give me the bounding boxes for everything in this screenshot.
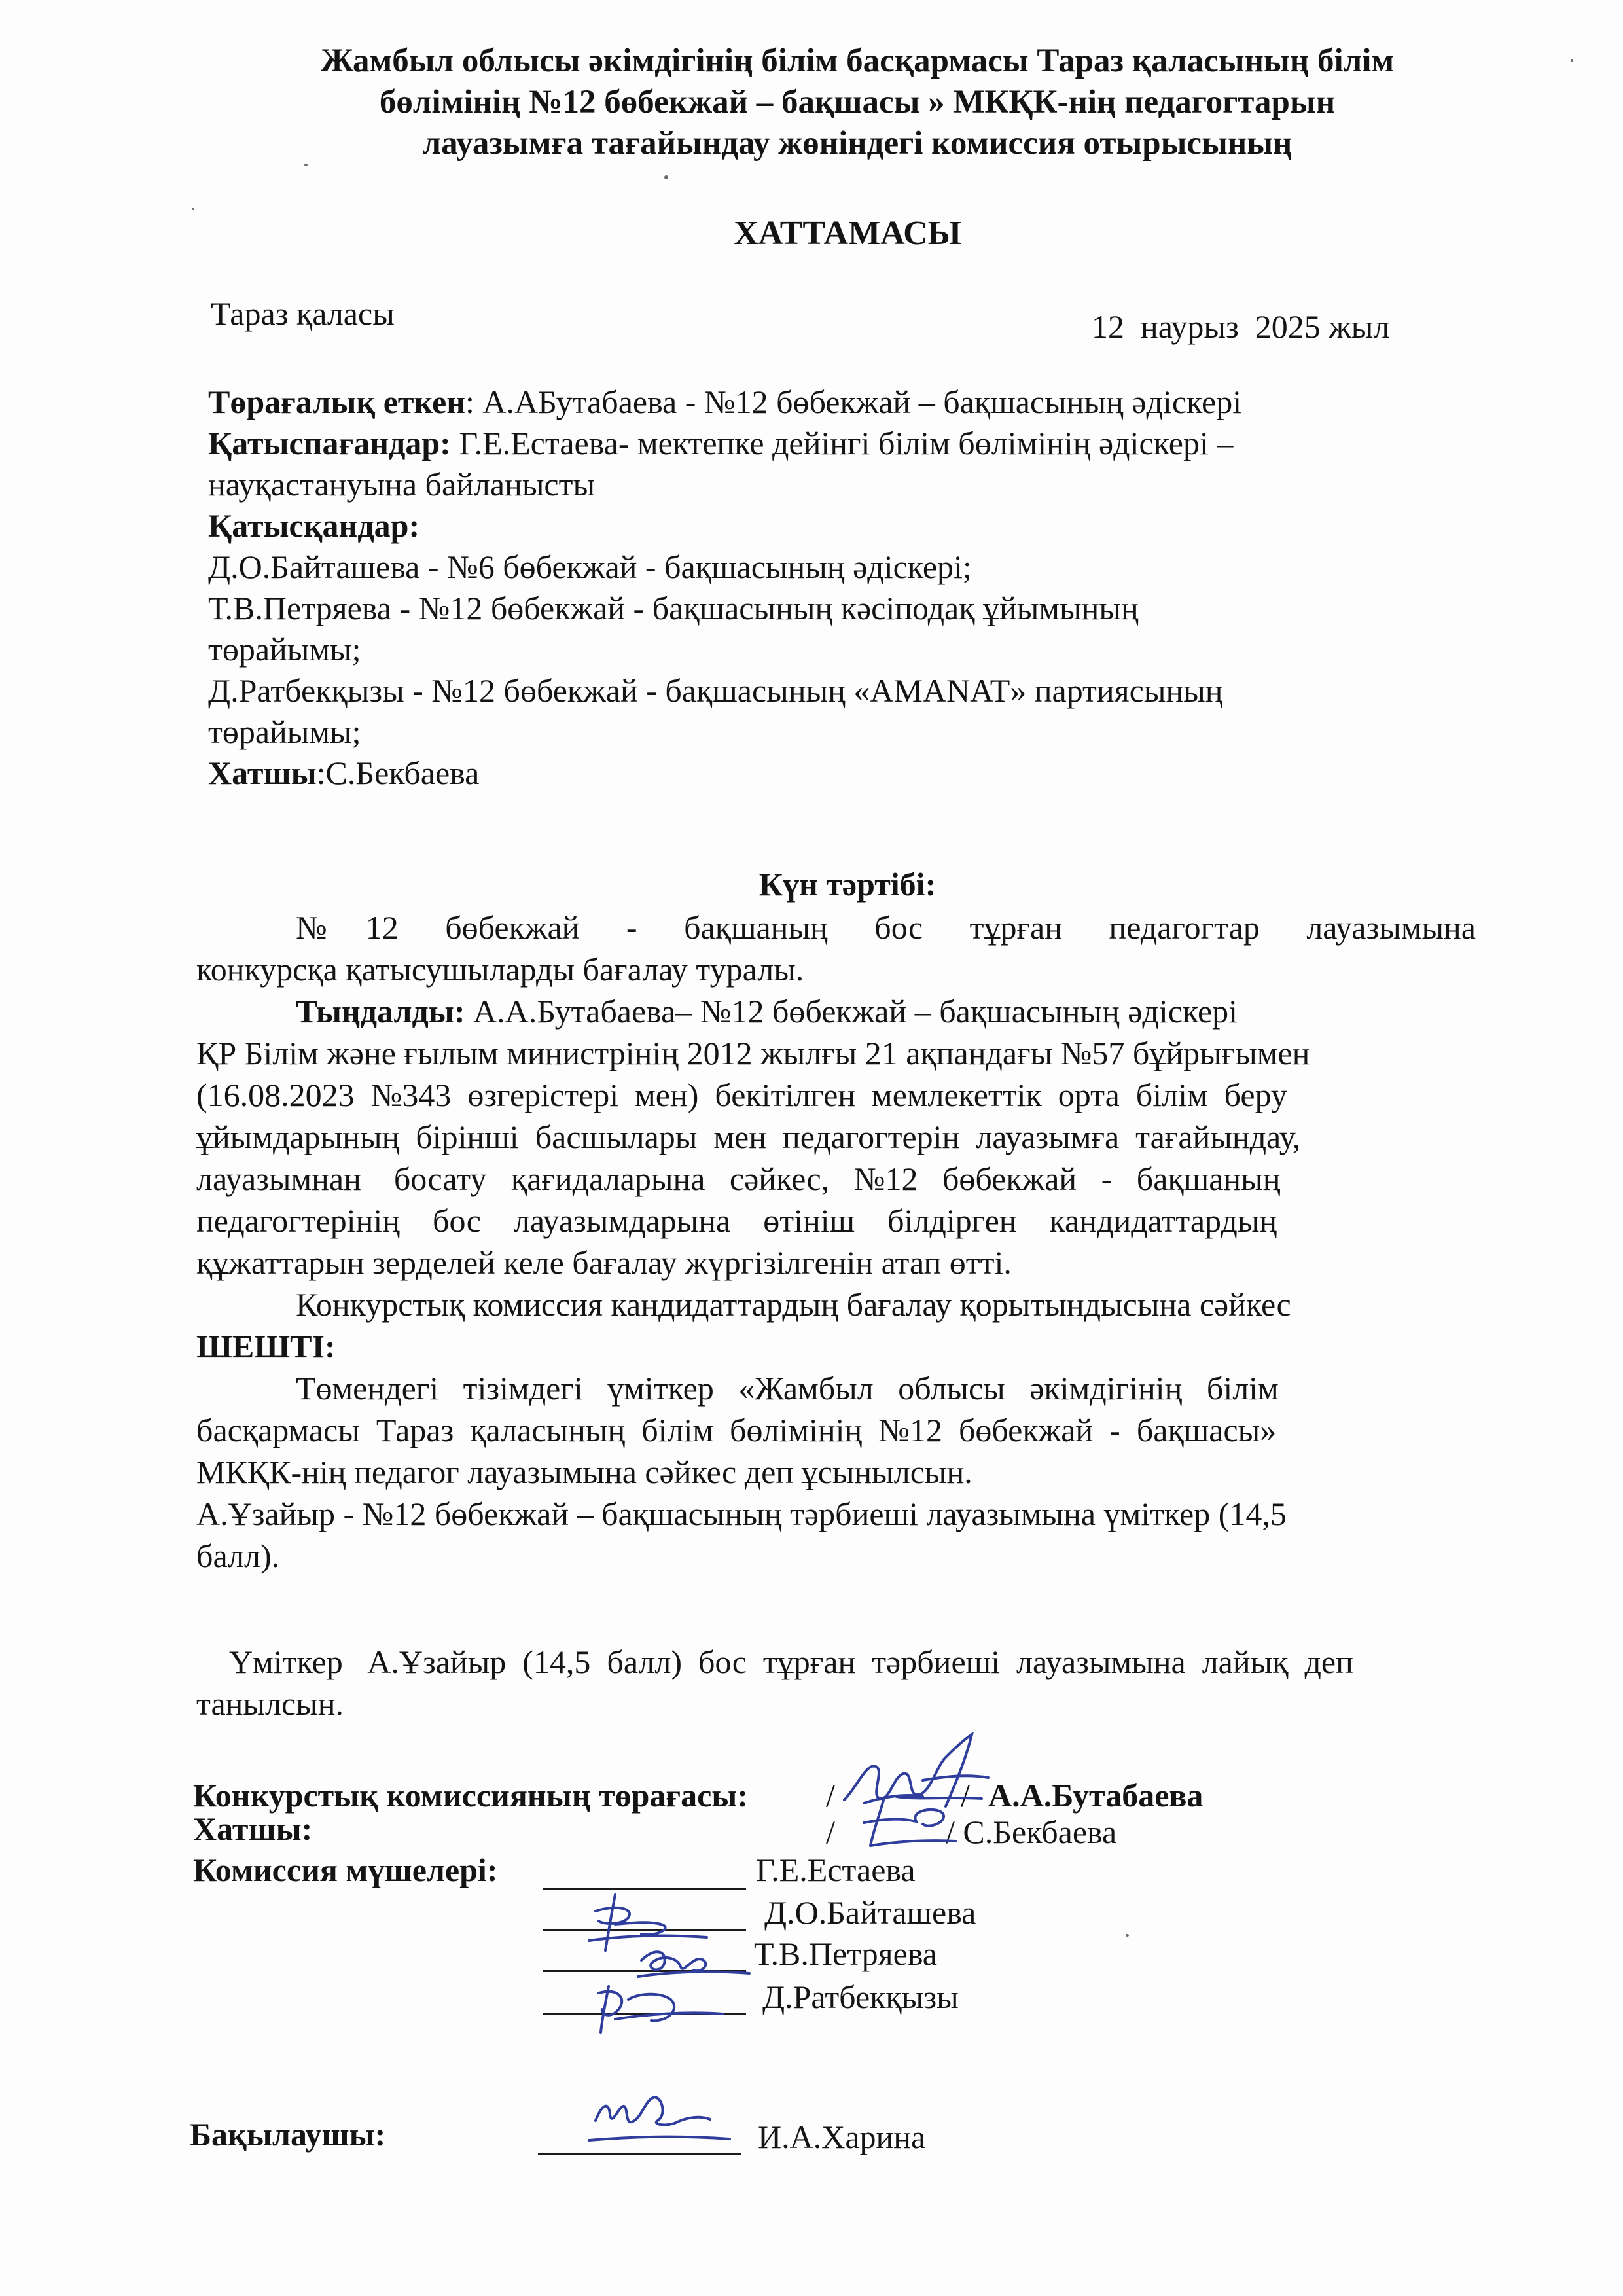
secretary-text: :С.Бекбаева xyxy=(316,755,480,791)
present-member-3: Д.Ратбекқызы - №12 бөбекжай - бақшасының «AMANAT» партиясының xyxy=(208,672,1223,709)
member-name-4: Д.Ратбекқызы xyxy=(762,1979,959,2015)
conclusion-line-2: танылсын. xyxy=(196,1685,344,1722)
decision-heading: ШЕШТІ: xyxy=(196,1328,336,1365)
chair-label: Төрағалық еткен xyxy=(208,384,466,420)
member-name-2: Д.О.Байташева xyxy=(764,1894,976,1931)
agenda-item-line-1 xyxy=(196,906,1476,948)
decision-line-2: басқармасы Тараз қаласының білім бөлімінің №12 бөбекжай - бақшасы» xyxy=(196,1412,1277,1448)
secretary-signature xyxy=(844,1784,975,1856)
secretary-signature-stroke xyxy=(864,1795,955,1846)
present-member-3-cont: төрайымы; xyxy=(208,713,361,750)
attendance-block xyxy=(208,382,1484,794)
absent-label: Қатыспағандар: xyxy=(208,425,451,461)
header-title-line-2: бөлімінің №12 бөбекжай – бақшасы » МКҚК-нің педагогтарын xyxy=(379,84,1336,120)
absent-line xyxy=(208,423,1484,464)
present-member-2: Т.В.Петряева - №12 бөбекжай - бақшасының кәсіподақ ұйымының xyxy=(208,590,1139,626)
header-title xyxy=(151,41,1564,164)
chair-signature-label: Конкурстық комиссияның төрағасы: xyxy=(193,1777,748,1814)
absent-text: Г.Е.Естаева- мектепке дейінгі білім бөлімінің әдіскері – xyxy=(450,425,1234,461)
heard-text-line-3: ұйымдарының бірінші басшылары мен педагогтерін лауазымға тағайындау, xyxy=(196,1119,1301,1155)
agenda-block xyxy=(196,906,1476,1577)
observer-label: Бақылаушы: xyxy=(190,2116,386,2153)
heard-line xyxy=(196,990,1476,1032)
secretary-signature-label: Хатшы: xyxy=(193,1810,313,1847)
header-title-line-3: лауазымға тағайындау жөніндегі комиссия отырысының xyxy=(422,125,1293,162)
agenda-heading: Күн тәртібі: xyxy=(758,866,936,903)
members-label: Комиссия мүшелері: xyxy=(193,1852,498,1888)
heard-text-line-4: лауазымнан босату қағидаларына сәйкес, №12 бөбекжай - бақшаның xyxy=(196,1160,1281,1197)
member-signature-3 xyxy=(576,1973,733,2039)
scan-speck xyxy=(1126,1934,1129,1937)
present-member-2-cont: төрайымы; xyxy=(208,631,361,668)
observer-signature xyxy=(569,2081,740,2160)
date-text: 12 наурыз 2025 жыл xyxy=(1092,308,1390,345)
present-label: Қатысқандар: xyxy=(208,507,420,544)
secretary-signature-name: / С.Бекбаева xyxy=(946,1814,1117,1850)
scan-speck xyxy=(192,208,194,210)
decision-line-4: А.Ұзайыр - №12 бөбекжай – бақшасының тәрбиеші лауазымына үміткер (14,5 xyxy=(196,1496,1287,1532)
heard-text-line-1: ҚР Білім және ғылым министрінің 2012 жылғы 21 ақпандағы №57 бұйрығымен xyxy=(196,1035,1310,1071)
chair-slash-right: / xyxy=(961,1777,970,1814)
member-signature-3-stroke xyxy=(599,1986,723,2032)
member-name-3: Т.В.Петряева xyxy=(754,1935,937,1972)
chair-signature-name: А.А.Бутабаева xyxy=(988,1777,1204,1814)
agenda-item-line-2: конкурсқа қатысушыларды бағалау туралы. xyxy=(196,951,804,988)
observer-name: И.А.Харина xyxy=(758,2119,926,2155)
scan-speck xyxy=(1571,59,1573,62)
heard-text-line-6: құжаттарын зерделей келе бағалау жүргізілгенін атап өтті. xyxy=(196,1244,1012,1281)
header-title-line-1: Жамбыл облысы әкімдігінің білім басқармасы Тараз қаласының білім xyxy=(320,43,1395,79)
heard-label: Тыңдалды: xyxy=(296,993,465,1030)
commission-line: Конкурстық комиссия кандидаттардың бағалау қорытындысына сәйкес xyxy=(296,1286,1291,1323)
decision-line-1: Төмендегі тізімдегі үміткер «Жамбыл облысы әкімдігінің білім xyxy=(296,1370,1279,1407)
conclusion-block xyxy=(196,1641,1476,1725)
secretary-label: Хатшы xyxy=(208,755,317,791)
scan-speck xyxy=(304,164,308,166)
chair-slash-left: / xyxy=(826,1777,835,1814)
agenda-item-text-1: №12 бөбекжай - бақшаның бос тұрған педагогтар лауазымына xyxy=(296,909,1476,946)
observer-signature-stroke xyxy=(589,2097,730,2140)
heard-text-line-5: педагогтерінің бос лауазымдарына өтініш білдірген кандидаттардың xyxy=(196,1202,1277,1239)
heard-speaker: А.А.Бутабаева– №12 бөбекжай – бақшасының әдіскері xyxy=(465,993,1238,1030)
heard-text-line-2: (16.08.2023 №343 өзгерістері мен) бекітілген мемлекеттік орта білім беру xyxy=(196,1077,1287,1113)
decision-line-5: балл). xyxy=(196,1537,280,1574)
secretary-line xyxy=(208,753,1484,794)
conclusion-line-1: Үміткер А.Ұзайыр (14,5 балл) бос тұрған тәрбиеші лауазымына лайық деп xyxy=(229,1643,1353,1680)
secretary-slash-left: / xyxy=(826,1814,835,1850)
member-name-1: Г.Е.Естаева xyxy=(756,1852,916,1888)
absent-reason: науқастануына байланысты xyxy=(208,466,596,503)
city-text: Тараз қаласы xyxy=(211,295,395,332)
chair-line xyxy=(208,382,1484,423)
present-member-1: Д.О.Байташева - №6 бөбекжай - бақшасының әдіскері; xyxy=(208,548,972,585)
decision-line-3: МКҚК-нің педагог лауазымына сәйкес деп ұсынылсын. xyxy=(196,1454,972,1490)
document-type-heading: ХАТТАМАСЫ xyxy=(734,215,961,252)
scan-speck xyxy=(664,175,668,179)
chair-text: : А.АБутабаева - №12 бөбекжай – бақшасының әдіскері xyxy=(465,384,1242,420)
